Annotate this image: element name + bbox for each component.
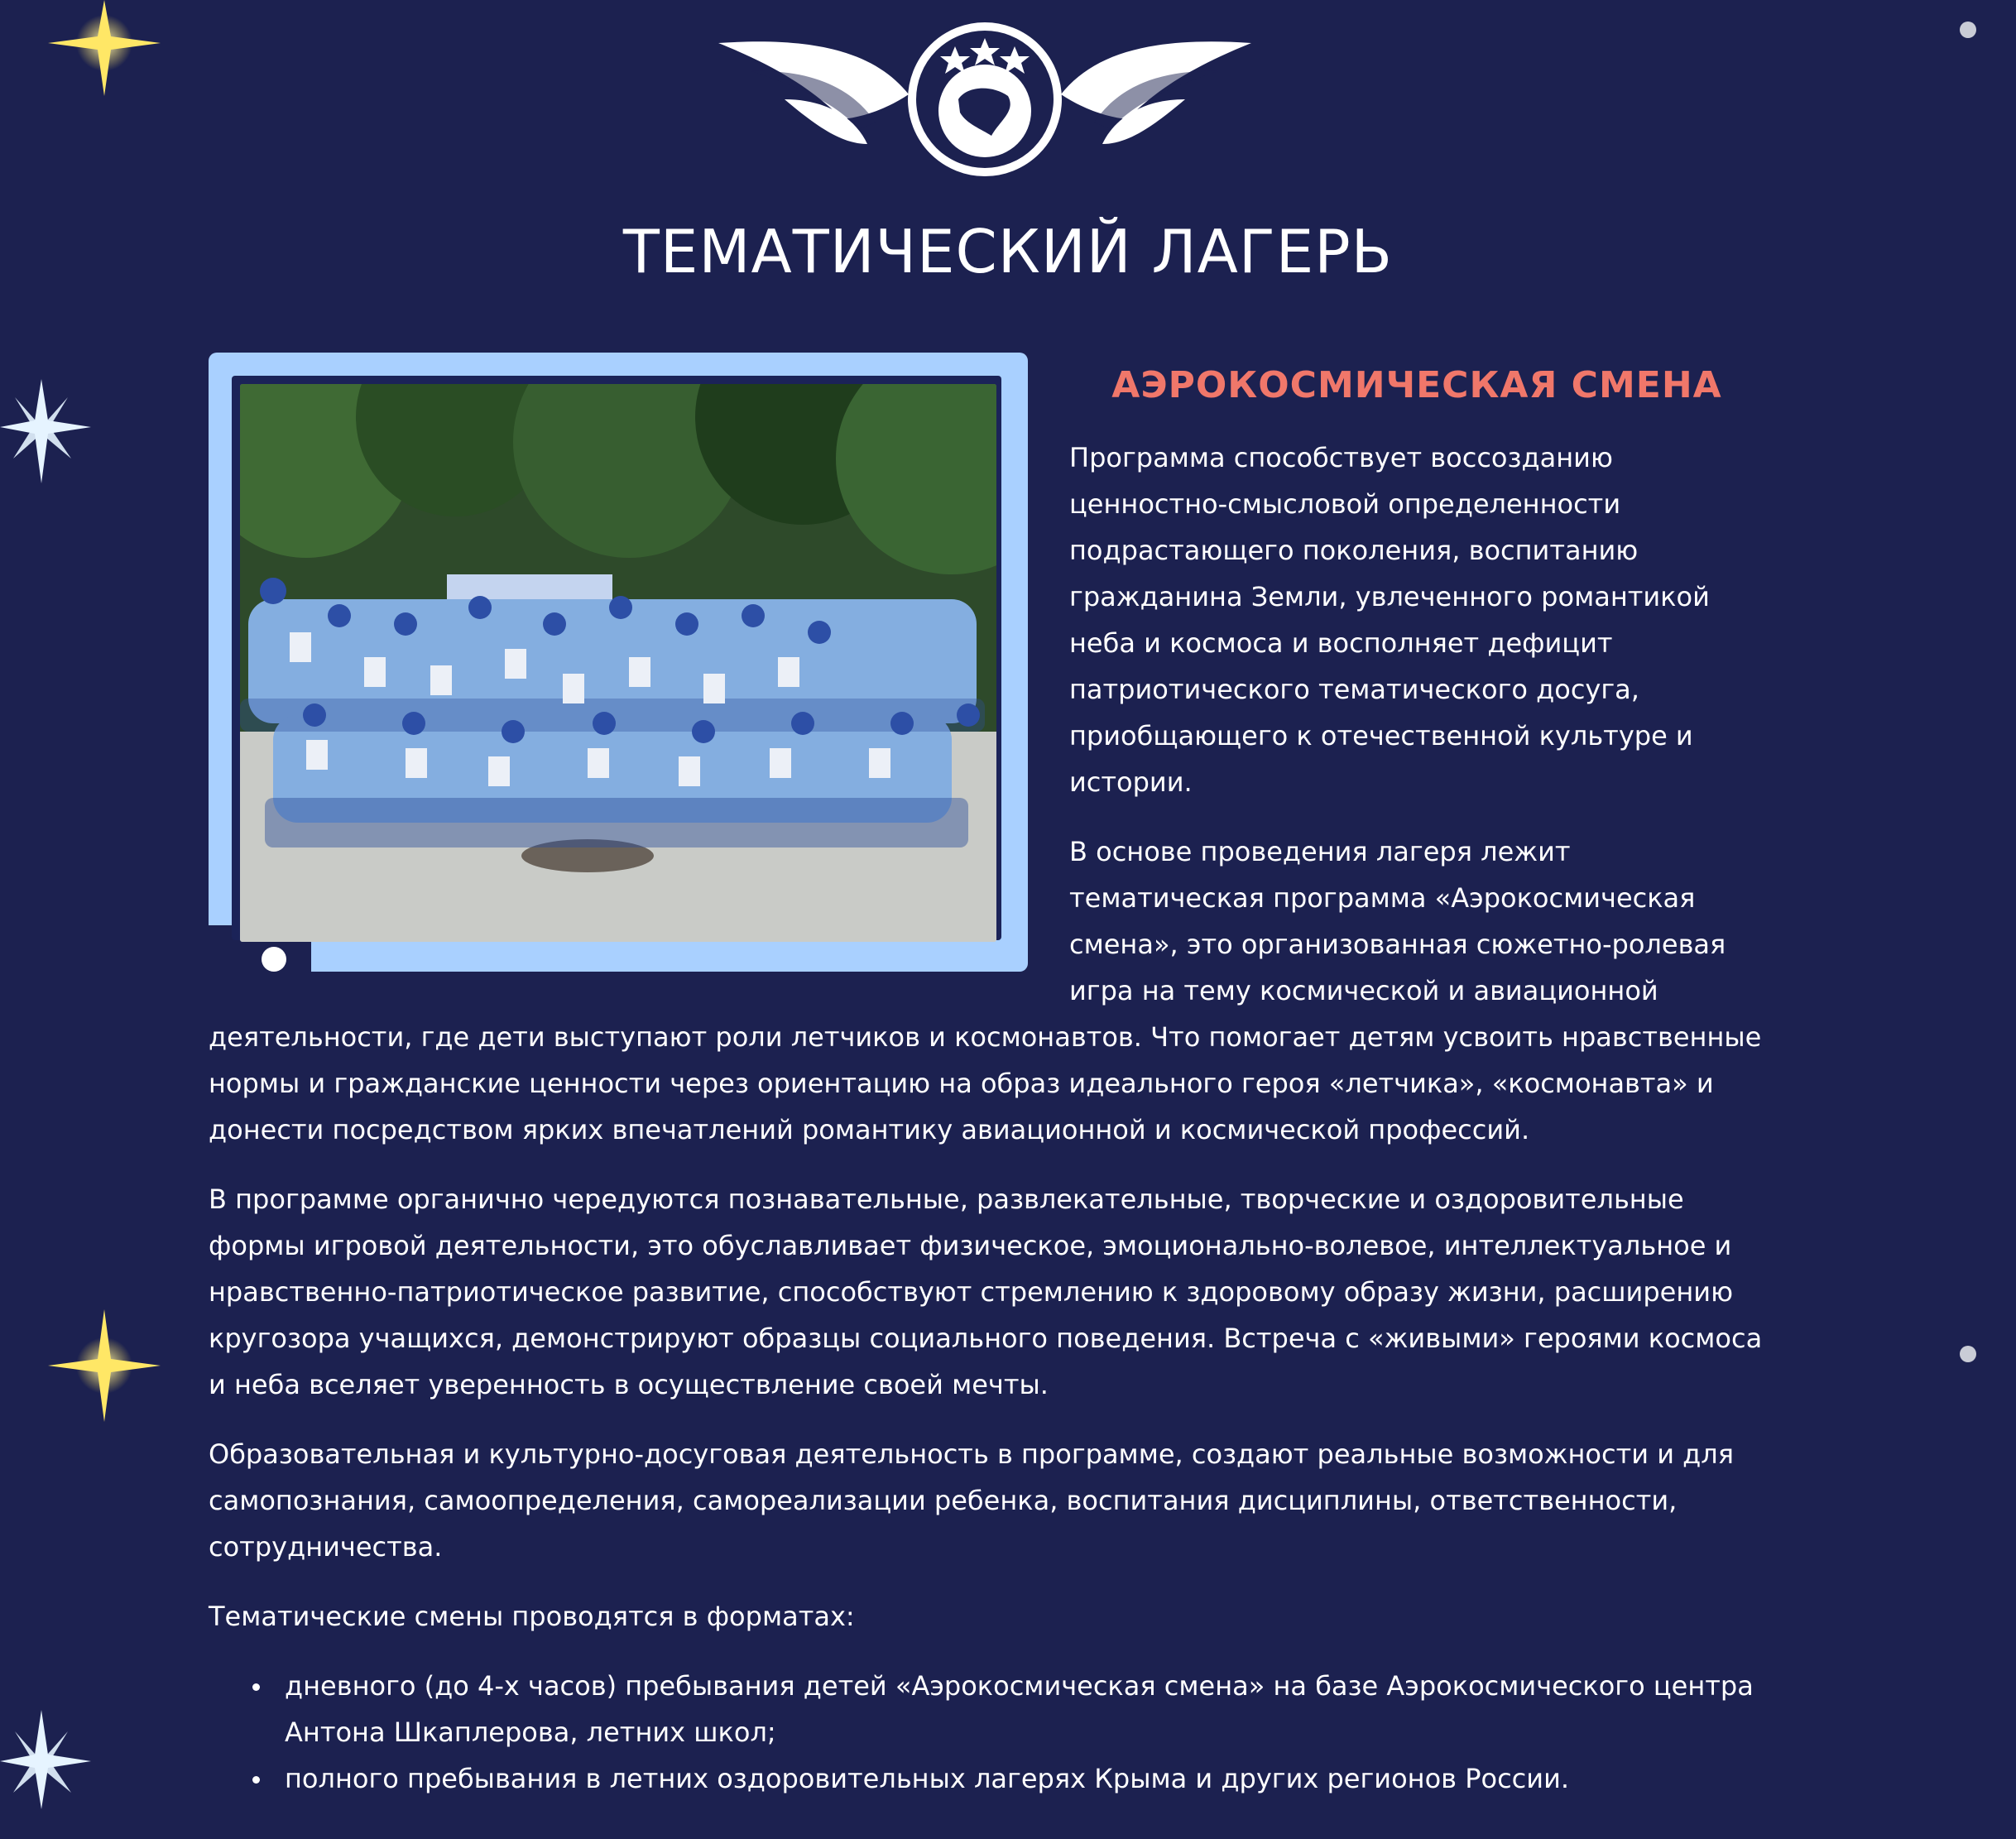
paragraph: Образовательная и культурно-досуговая деятельность в программе, создают реальные возможности и для самопознания, самоопределения, самореализации ребенка, воспитания дисциплины, ответственности, сотрудничества. [209,1438,1734,1563]
paragraph: В основе проведения лагеря лежит тематическая программа «Аэрокосмическая смена», это организованная сюжетно-ролевая игра на тему космической и авиационной деятельности, где дети выступают роли летчиков и космонавтов. Что помогает детям усвоить нравственные нормы и гражданские ценности через ориентацию на образ идеального героя «летчика», «космонавта» и донести посредством ярких впечатлений романтику авиационной и космической профессий. [209,836,1762,1145]
winged-globe-emblem-icon [718,20,1251,179]
yellow-star-icon [48,1309,161,1422]
photo-frame [209,353,1028,975]
section-heading: АЭРОКОСМИЧЕСКАЯ СМЕНА [1111,364,1722,406]
frame-dot [262,947,286,972]
paragraph: Программа способствует воссозданию ценностно-смысловой определенности подрастающего поколения, воспитанию гражданина Земли, увлеченного романтикой неба и космоса и восполняет дефицит патриотического тематического досуга, приобщающего к отечественной культуре и истории. [1069,442,1710,798]
blue-star-icon [0,379,91,483]
small-star-dot [1960,22,1976,38]
camp-group-photo [240,384,996,942]
paragraph: В программе органично чередуются познавательные, развлекательные, творческие и оздоровительные формы игровой деятельности, это обуславливает физическое, эмоционально-волевое, интеллектуальное и нравственно-патриотическое развитие, способствуют стремлению к здоровому образу жизни, расширению кругозора учащихся, демонстрируют образцы социального поведения. Встреча с «живыми» героями космоса и неба вселяет уверенность в осуществление своей мечты. [209,1184,1763,1400]
page-title: ТЕМАТИЧЕСКИЙ ЛАГЕРЬ [622,217,1394,286]
main-content [209,353,1764,1802]
blue-star-icon [0,1710,91,1809]
formats-list [209,1663,1764,1802]
list-item: • дневного (до 4-х часов) пребывания детей «Аэрокосмическая смена» на базе Аэрокосмического центра Антона Шкаплерова, летних школ; [273,1663,1764,1755]
small-star-dot [1960,1346,1976,1362]
paragraph: Тематические смены проводятся в форматах: [209,1601,855,1632]
yellow-star-icon [48,0,161,96]
list-item: • полного пребывания в летних оздоровительных лагерях Крыма и других регионов России. [273,1755,1764,1802]
